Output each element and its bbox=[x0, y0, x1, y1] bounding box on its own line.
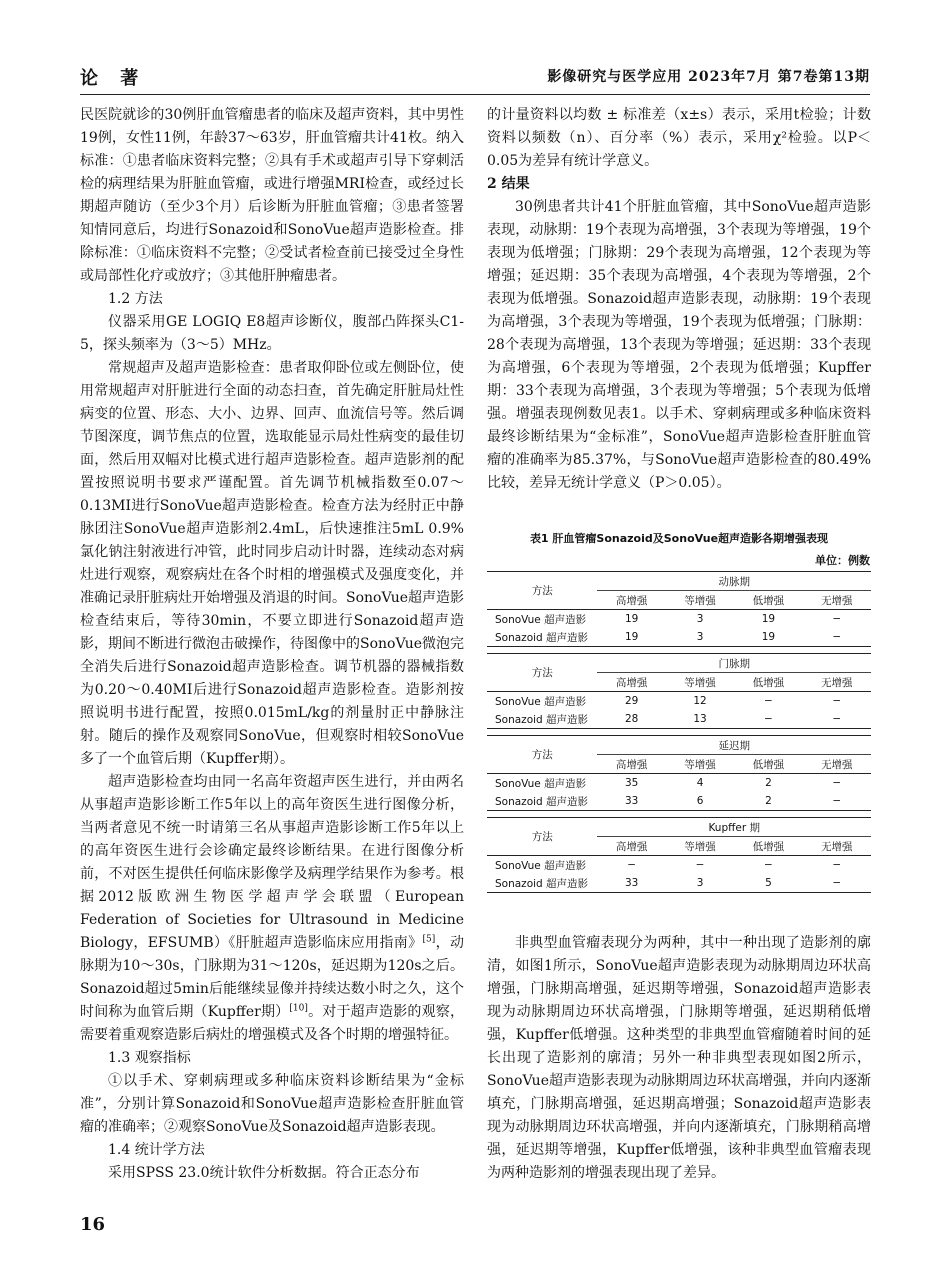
method-header: 方法 bbox=[487, 818, 597, 856]
text-segment: ，动脉期为10～30s，门脉期为31～120s，延迟期为120s之后。Sonazoid超过5min后能继续显像并持续达数小时之久，这个时间称为血管后期（Kupffer期） bbox=[80, 935, 464, 1020]
table-row bbox=[487, 774, 871, 793]
value-cell: − bbox=[764, 695, 773, 707]
method-header: 方法 bbox=[487, 572, 597, 610]
table-row bbox=[487, 692, 871, 711]
value-cell: 6 bbox=[666, 792, 734, 811]
paragraph: ①以手术、穿刺病理或多种临床资料诊断结果为“金标准”，分别计算Sonazoid和SonoVue超声造影检查肝脏血管瘤的准确率；②观察SonoVue及Sonazoid超声造影表现。 bbox=[80, 1073, 464, 1135]
level-header: 无增强 bbox=[803, 673, 871, 692]
value-cell: − bbox=[734, 710, 802, 729]
right-column-lower bbox=[487, 932, 871, 1185]
level-header: 等增强 bbox=[666, 591, 734, 610]
phase-header: 延迟期 bbox=[597, 736, 871, 755]
level-header: 等增强 bbox=[666, 673, 734, 692]
level-header: 高增强 bbox=[597, 837, 665, 856]
section-heading: 1.2 方法 bbox=[108, 291, 163, 307]
table-spacer bbox=[487, 647, 871, 654]
value-cell: 4 bbox=[696, 777, 704, 789]
table-spacer bbox=[487, 811, 871, 818]
header-rule bbox=[80, 94, 870, 95]
table-header-row bbox=[487, 572, 871, 591]
value-cell: − bbox=[803, 874, 871, 893]
value-cell: 33 bbox=[597, 874, 665, 893]
value-cell: − bbox=[832, 777, 842, 789]
method-cell: SonoVue 超声造影 bbox=[495, 777, 587, 790]
value-cell: 3 bbox=[666, 628, 734, 647]
value-cell: − bbox=[832, 613, 842, 625]
level-header: 无增强 bbox=[803, 755, 871, 774]
table-spacer bbox=[487, 729, 871, 736]
page-header bbox=[80, 64, 870, 92]
value-cell: − bbox=[832, 859, 842, 871]
phase-header: 门脉期 bbox=[597, 654, 871, 673]
value-cell: − bbox=[803, 792, 871, 811]
paragraph: 非典型血管瘤表现分为两种，其中一种出现了造影剂的廓清，如图1所示，SonoVue超声造影表现为动脉期周边环状高增强，门脉期高增强，延迟期等增强，Sonazoid超声造影表现为动脉期周边环状高增强，门脉期等增强，延迟期稍低增强，Kupffer低增强。这种类型的非典型血管瘤随着时间的延长出现了造影剂的廓清；另外一种非典型表现如图2所示，SonoVue超声造影表现为动脉期周边环状高增强，并向内逐渐填充，门脉期高增强，延迟期高增强；Sonazoid超声造影表现为动脉期周边环状高增强，并向内逐渐填充，门脉期稍高增强，延迟期等增强，Kupffer低增强，该种非典型血管瘤表现为两种造影剂的增强表现出现了差异。 bbox=[487, 935, 871, 1181]
text-segment: 超声造影检查均由同一名高年资超声医生进行，并由两名从事超声造影诊断工作5年以上的高年资医生进行图像分析，当两者意见不统一时请第三名从事超声造影诊断工作5年以上的高年资医生进行会诊确定最终诊断结果。在进行图像分析前，不对医生提供任何临床影像学及病理学结果作为参考。根据2012版欧洲生物医学超声学会联盟（European Federation of Societies for Ultrasound in Medicine Biology，EFSUMB）《肝脏超声造影临床应用指南》 bbox=[80, 774, 464, 951]
level-header: 高增强 bbox=[597, 673, 665, 692]
level-header: 等增强 bbox=[666, 837, 734, 856]
right-column bbox=[487, 104, 871, 495]
section-label: 论 著 bbox=[80, 68, 147, 89]
value-cell: 3 bbox=[696, 613, 704, 625]
method-cell: Sonazoid 超声造影 bbox=[487, 628, 597, 647]
level-header: 高增强 bbox=[597, 591, 665, 610]
level-header: 等增强 bbox=[666, 755, 734, 774]
value-cell: 28 bbox=[597, 710, 665, 729]
table-row bbox=[487, 710, 871, 729]
value-cell: 29 bbox=[624, 695, 639, 707]
table-caption: 表1 肝血管瘤Sonazoid及SonoVue超声造影各期增强表现 bbox=[529, 532, 829, 545]
paragraph: 采用SPSS 23.0统计软件分析数据。符合正态分布 bbox=[108, 1165, 420, 1181]
value-cell: 19 bbox=[734, 628, 802, 647]
method-header: 方法 bbox=[487, 736, 597, 774]
table-row bbox=[487, 792, 871, 811]
paragraph: 民医院就诊的30例肝血管瘤患者的临床及超声资料，其中男性19例，女性11例，年龄37～63岁，肝血管瘤共计41枚。纳入标准：①患者临床资料完整；②具有手术或超声引导下穿刺活检的病理结果为肝脏血管瘤，或进行增强MRI检查，或经过长期超声随访（至少3个月）后诊断为肝脏血管瘤；③患者签署知情同意后，均进行Sonazoid和SonoVue超声造影检查。排除标准：①临床资料不完整；②受试者检查前已接受过全身性或局部性化疗或放疗；③其他肝肿瘤患者。 bbox=[80, 107, 464, 284]
table-row bbox=[487, 874, 871, 893]
paragraph: 仪器采用GE LOGIQ E8超声诊断仪，腹部凸阵探头C1-5，探头频率为（3～5）MHz。 bbox=[80, 314, 464, 353]
table-header-row bbox=[487, 654, 871, 673]
table-unit: 单位：例数 bbox=[815, 554, 870, 567]
table-row bbox=[487, 856, 871, 875]
method-cell: Sonazoid 超声造影 bbox=[487, 792, 597, 811]
level-header: 低增强 bbox=[734, 673, 802, 692]
section-heading: 2 结果 bbox=[487, 176, 530, 192]
value-cell: 2 bbox=[734, 792, 802, 811]
section-heading: 1.3 观察指标 bbox=[108, 1050, 191, 1066]
text-segment: 。对于超声造影的观察，需要着重观察造影后病灶的增强模式及各个时期的增强特征。 bbox=[80, 1004, 465, 1043]
value-cell: − bbox=[764, 859, 773, 871]
level-header: 无增强 bbox=[803, 837, 871, 856]
paragraph: 的计量资料以均数 ± 标准差（x±s）表示，采用t检验；计数资料以频数（n）、百分率（%）表示，采用χ²检验。以P＜0.05为差异有统计学意义。 bbox=[487, 107, 871, 169]
value-cell: 19 bbox=[624, 613, 639, 625]
table-row bbox=[487, 610, 871, 629]
level-header: 低增强 bbox=[734, 837, 802, 856]
value-cell: 19 bbox=[761, 613, 776, 625]
section-heading: 1.4 统计学方法 bbox=[108, 1142, 205, 1158]
method-header: 方法 bbox=[487, 654, 597, 692]
page-number: 16 bbox=[80, 1214, 106, 1235]
level-header: 低增强 bbox=[734, 591, 802, 610]
value-cell: 19 bbox=[597, 628, 665, 647]
method-cell: Sonazoid 超声造影 bbox=[487, 874, 597, 893]
value-cell: − bbox=[695, 859, 705, 871]
results-table bbox=[487, 571, 871, 893]
level-header: 无增强 bbox=[803, 591, 871, 610]
value-cell: 3 bbox=[666, 874, 734, 893]
value-cell: − bbox=[832, 695, 842, 707]
value-cell: 33 bbox=[597, 792, 665, 811]
method-cell: SonoVue 超声造影 bbox=[495, 613, 587, 626]
table-header-row bbox=[487, 818, 871, 837]
citation-ref: [5] bbox=[422, 934, 436, 945]
method-cell: SonoVue 超声造影 bbox=[495, 695, 587, 708]
citation-ref: [10] bbox=[289, 1003, 308, 1014]
phase-header: 动脉期 bbox=[597, 572, 871, 591]
method-cell: SonoVue 超声造影 bbox=[495, 859, 587, 872]
value-cell: 35 bbox=[624, 777, 639, 789]
enhancement-table bbox=[487, 571, 871, 893]
paragraph: 30例患者共计41个肝脏血管瘤，其中SonoVue超声造影表现，动脉期：19个表现为高增强，3个表现为等增强，19个表现为低增强；门脉期：29个表现为高增强，12个表现为等增强；延迟期：35个表现为高增强，4个表现为等增强，2个表现为低增强。Sonazoid超声造影表现，动脉期：19个表现为高增强，3个表现为等增强，19个表现为低增强；门脉期：28个表现为高增强，13个表现为等增强；延迟期：33个表现为高增强，6个表现为等增强，2个表现为低增强；Kupffer期：33个表现为高增强，3个表现为等增强；5个表现为低增强。增强表现例数见表1。以手术、穿刺病理或多种临床资料最终诊断结果为“金标准”，SonoVue超声造影检查肝脏血管瘤的准确率为85.37%，与SonoVue超声造影检查的80.49%比较，差异无统计学意义（P＞0.05）。 bbox=[487, 199, 871, 491]
table-header-row bbox=[487, 736, 871, 755]
phase-header: Kupffer 期 bbox=[597, 818, 871, 837]
journal-info: 影像研究与医学应用 2023年7月 第7卷第13期 bbox=[547, 69, 870, 85]
level-header: 低增强 bbox=[734, 755, 802, 774]
value-cell: − bbox=[803, 628, 871, 647]
value-cell: − bbox=[803, 710, 871, 729]
left-column bbox=[80, 104, 464, 1185]
paragraph bbox=[80, 771, 464, 1047]
value-cell: 12 bbox=[693, 695, 707, 707]
method-cell: Sonazoid 超声造影 bbox=[487, 710, 597, 729]
value-cell: 13 bbox=[666, 710, 734, 729]
table-row bbox=[487, 628, 871, 647]
level-header: 高增强 bbox=[597, 755, 665, 774]
value-cell: 2 bbox=[765, 777, 772, 789]
paragraph: 常规超声及超声造影检查：患者取仰卧位或左侧卧位，使用常规超声对肝脏进行全面的动态扫查，首先确定肝脏局灶性病变的位置、形态、大小、边界、回声、血流信号等。然后调节图深度，调节焦点的位置，选取能显示局灶性病变的最佳切面，然后用双幅对比模式进行超声造影检查。超声造影剂的配置按照说明书要求严谨配置。首先调节机械指数至0.07～0.13MI进行SonoVue超声造影检查。检查方法为经肘正中静脉团注SonoVue超声造影剂2.4mL，后快速推注5mL 0.9%氯化钠注射液进行冲管，此时同步启动计时器，连续动态对病灶进行观察，观察病灶在各个时相的增强模式及强度变化，并准确记录肝脏病灶开始增强及消退的时间。SonoVue超声造影检查结束后，等待30min，不要立即进行Sonazoid超声造影，期间不断进行微泡击破操作，待图像中的SonoVue微泡完全消失后进行Sonazoid超声造影检查。调节机器的器械指数为0.20～0.40MI后进行Sonazoid超声造影检查。造影剂按照说明书进行配置，按照0.015mL/kg的剂量肘正中静脉注射。随后的操作及观察同SonoVue，但观察时相较SonoVue多了一个血管后期（Kupffer期）。 bbox=[80, 360, 464, 767]
value-cell: − bbox=[627, 859, 637, 871]
value-cell: 5 bbox=[734, 874, 802, 893]
